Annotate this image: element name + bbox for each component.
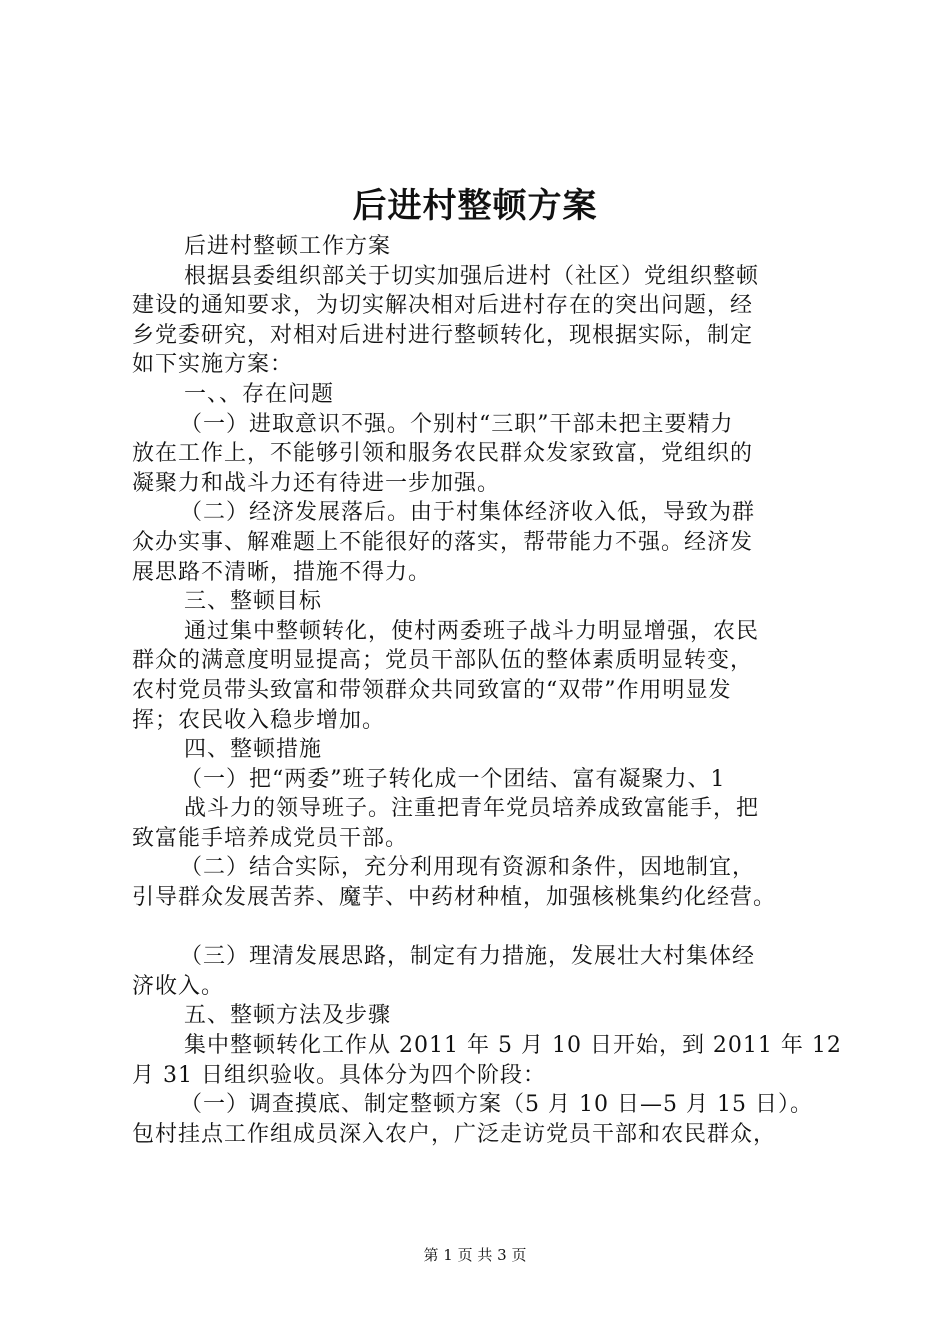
body-line: 后进村整顿工作方案 [184,234,392,259]
body-line: 放在工作上，不能够引领和服务农民群众发家致富，党组织的 [132,441,754,467]
body-line: 挥；农民收入稳步增加。 [132,707,386,733]
body-line: 通过集中整顿转化，使村两委班子战斗力明显增强，农民 [184,618,760,644]
body-line: 群众的满意度明显提高；党员干部队伍的整体素质明显转变， [132,648,754,674]
body-line: （一）进取意识不强。个别村“三职”干部未把主要精力 [180,411,734,437]
body-line: 集中整顿转化工作从 2011 年 5 月 10 日开始，到 2011 年 12 [184,1033,842,1059]
document-title: 后进村整顿方案 [352,186,598,226]
blank-line [132,913,852,943]
section-heading: 五、整顿方法及步骤 [184,1003,392,1029]
body-line: 济收入。 [132,973,225,999]
body-line: 凝聚力和战斗力还有待进一步加强。 [132,470,501,496]
section-heading: 四、整顿措施 [184,737,323,763]
page-footer: 第 1 页 共 3 页 [423,1246,527,1264]
section-heading: 一、、存在问题 [184,381,335,407]
body-line: （一）调查摸底、制定整顿方案（5 月 10 日—5 月 15 日）。 [180,1092,813,1118]
body-line: 引导群众发展苦荞、魔芋、中药材种植，加强核桃集约化经营。 [132,885,777,911]
body-line: 致富能手培养成党员干部。 [132,825,409,851]
body-line: 建设的通知要求，为切实解决相对后进村存在的突出问题，经 [132,293,754,319]
body-line: 包村挂点工作组成员深入农户，广泛走访党员干部和农民群众， [132,1121,777,1147]
body-line: （三）理清发展思路，制定有力措施，发展壮大村集体经 [180,944,756,970]
body-line: 乡党委研究，对相对后进村进行整顿转化，现根据实际，制定 [132,322,754,348]
section-heading: 三、整顿目标 [184,589,323,615]
body-line: （二）结合实际，充分利用现有资源和条件，因地制宜， [180,855,756,881]
body-line: （二）经济发展落后。由于村集体经济收入低，导致为群 [180,500,756,526]
document-body [132,232,852,1149]
body-line: 农村党员带头致富和带领群众共同致富的“双带”作用明显发 [132,677,732,703]
body-line: 月 31 日组织验收。具体分为四个阶段： [132,1062,546,1088]
body-line: 根据县委组织部关于切实加强后进村（社区）党组织整顿 [184,263,760,289]
body-line: 战斗力的领导班子。注重把青年党员培养成致富能手，把 [184,796,760,822]
body-line: 众办实事、解难题上不能很好的落实，帮带能力不强。经济发 [132,529,754,555]
body-line: 如下实施方案： [132,352,294,378]
body-line: 展思路不清晰，措施不得力。 [132,559,432,585]
body-line: （一）把“两委”班子转化成一个团结、富有凝聚力、1 [180,766,726,792]
